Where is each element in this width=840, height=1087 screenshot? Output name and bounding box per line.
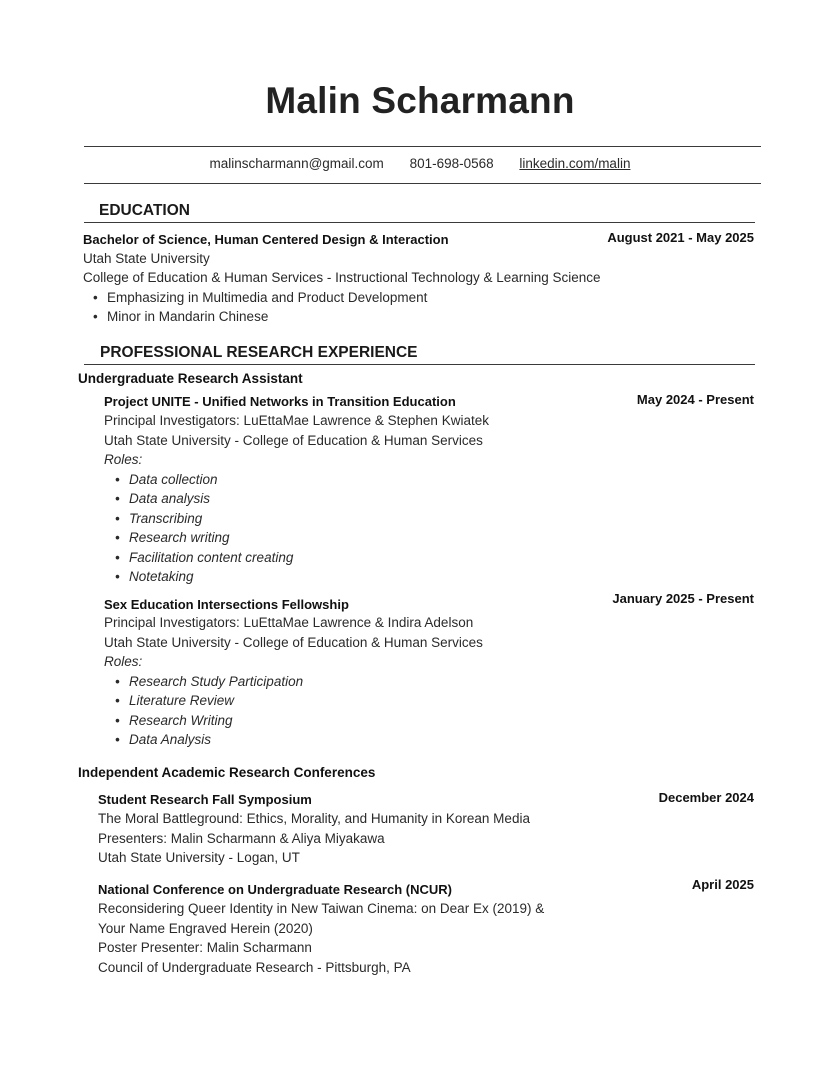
role-item: • Research writing [129,528,230,548]
education-heading: EDUCATION [99,202,190,219]
contact-bar [0,156,840,171]
conference-line: The Moral Battleground: Ethics, Morality, and Humanity in Korean Media [98,811,530,826]
project-name: Sex Education Intersections Fellowship [104,597,349,612]
conference-name: Student Research Fall Symposium [98,792,312,807]
degree-title: Bachelor of Science, Human Centered Design & Interaction [83,232,449,247]
research-heading: PROFESSIONAL RESEARCH EXPERIENCE [100,344,418,361]
research-rule [84,364,755,365]
conference-line: Council of Undergraduate Research - Pittsburgh, PA [98,960,411,975]
role-item: • Data collection [129,470,218,490]
conference-line: Presenters: Malin Scharmann & Aliya Miyakawa [98,831,385,846]
conference-name: National Conference on Undergraduate Research (NCUR) [98,882,452,897]
roles-label: Roles: [104,452,143,467]
education-bullet: • Minor in Mandarin Chinese [107,307,268,327]
role-item: • Notetaking [129,567,194,587]
role-item: • Data analysis [129,489,210,509]
role-item: • Transcribing [129,509,202,529]
role-item: • Data Analysis [129,730,211,750]
conference-line: Reconsidering Queer Identity in New Taiwan Cinema: on Dear Ex (2019) & [98,901,545,916]
role-item: • Research Study Participation [129,672,303,692]
conference-line: Poster Presenter: Malin Scharmann [98,940,312,955]
role-item: • Literature Review [129,691,234,711]
school-name: Utah State University [83,251,210,266]
phone-text: 801-698-0568 [409,156,494,171]
project-dates: January 2025 - Present [612,591,754,606]
role-item: • Research Writing [129,711,233,731]
education-dates: August 2021 - May 2025 [607,230,754,245]
conference-line: Utah State University - Logan, UT [98,850,300,865]
header-bottom-rule [84,183,761,184]
project-pis: Principal Investigators: LuEttaMae Lawrence & Indira Adelson [104,615,474,630]
project-dates: May 2024 - Present [636,392,754,407]
email-text[interactable]: malinscharmann@gmail.com [209,156,384,171]
education-rule [84,222,755,223]
project-pis: Principal Investigators: LuEttaMae Lawrence & Stephen Kwiatek [104,413,489,428]
linkedin-link[interactable]: linkedin.com/malin [519,156,631,171]
conference-dates: December 2024 [658,790,754,805]
role-item: • Facilitation content creating [129,548,293,568]
project-org: Utah State University - College of Education & Human Services [104,635,483,650]
role-title: Undergraduate Research Assistant [78,371,303,386]
conference-dates: April 2025 [691,877,754,892]
conference-line: Your Name Engraved Herein (2020) [98,921,313,936]
resume-name: Malin Scharmann [265,80,575,121]
college-name: College of Education & Human Services - Instructional Technology & Learning Science [83,270,601,285]
education-bullet: • Emphasizing in Multimedia and Product Development [107,288,427,308]
conferences-heading: Independent Academic Research Conferences [78,765,376,780]
project-name: Project UNITE - Unified Networks in Transition Education [104,394,456,409]
header-top-rule [84,146,761,147]
project-org: Utah State University - College of Education & Human Services [104,433,483,448]
roles-label: Roles: [104,654,143,669]
